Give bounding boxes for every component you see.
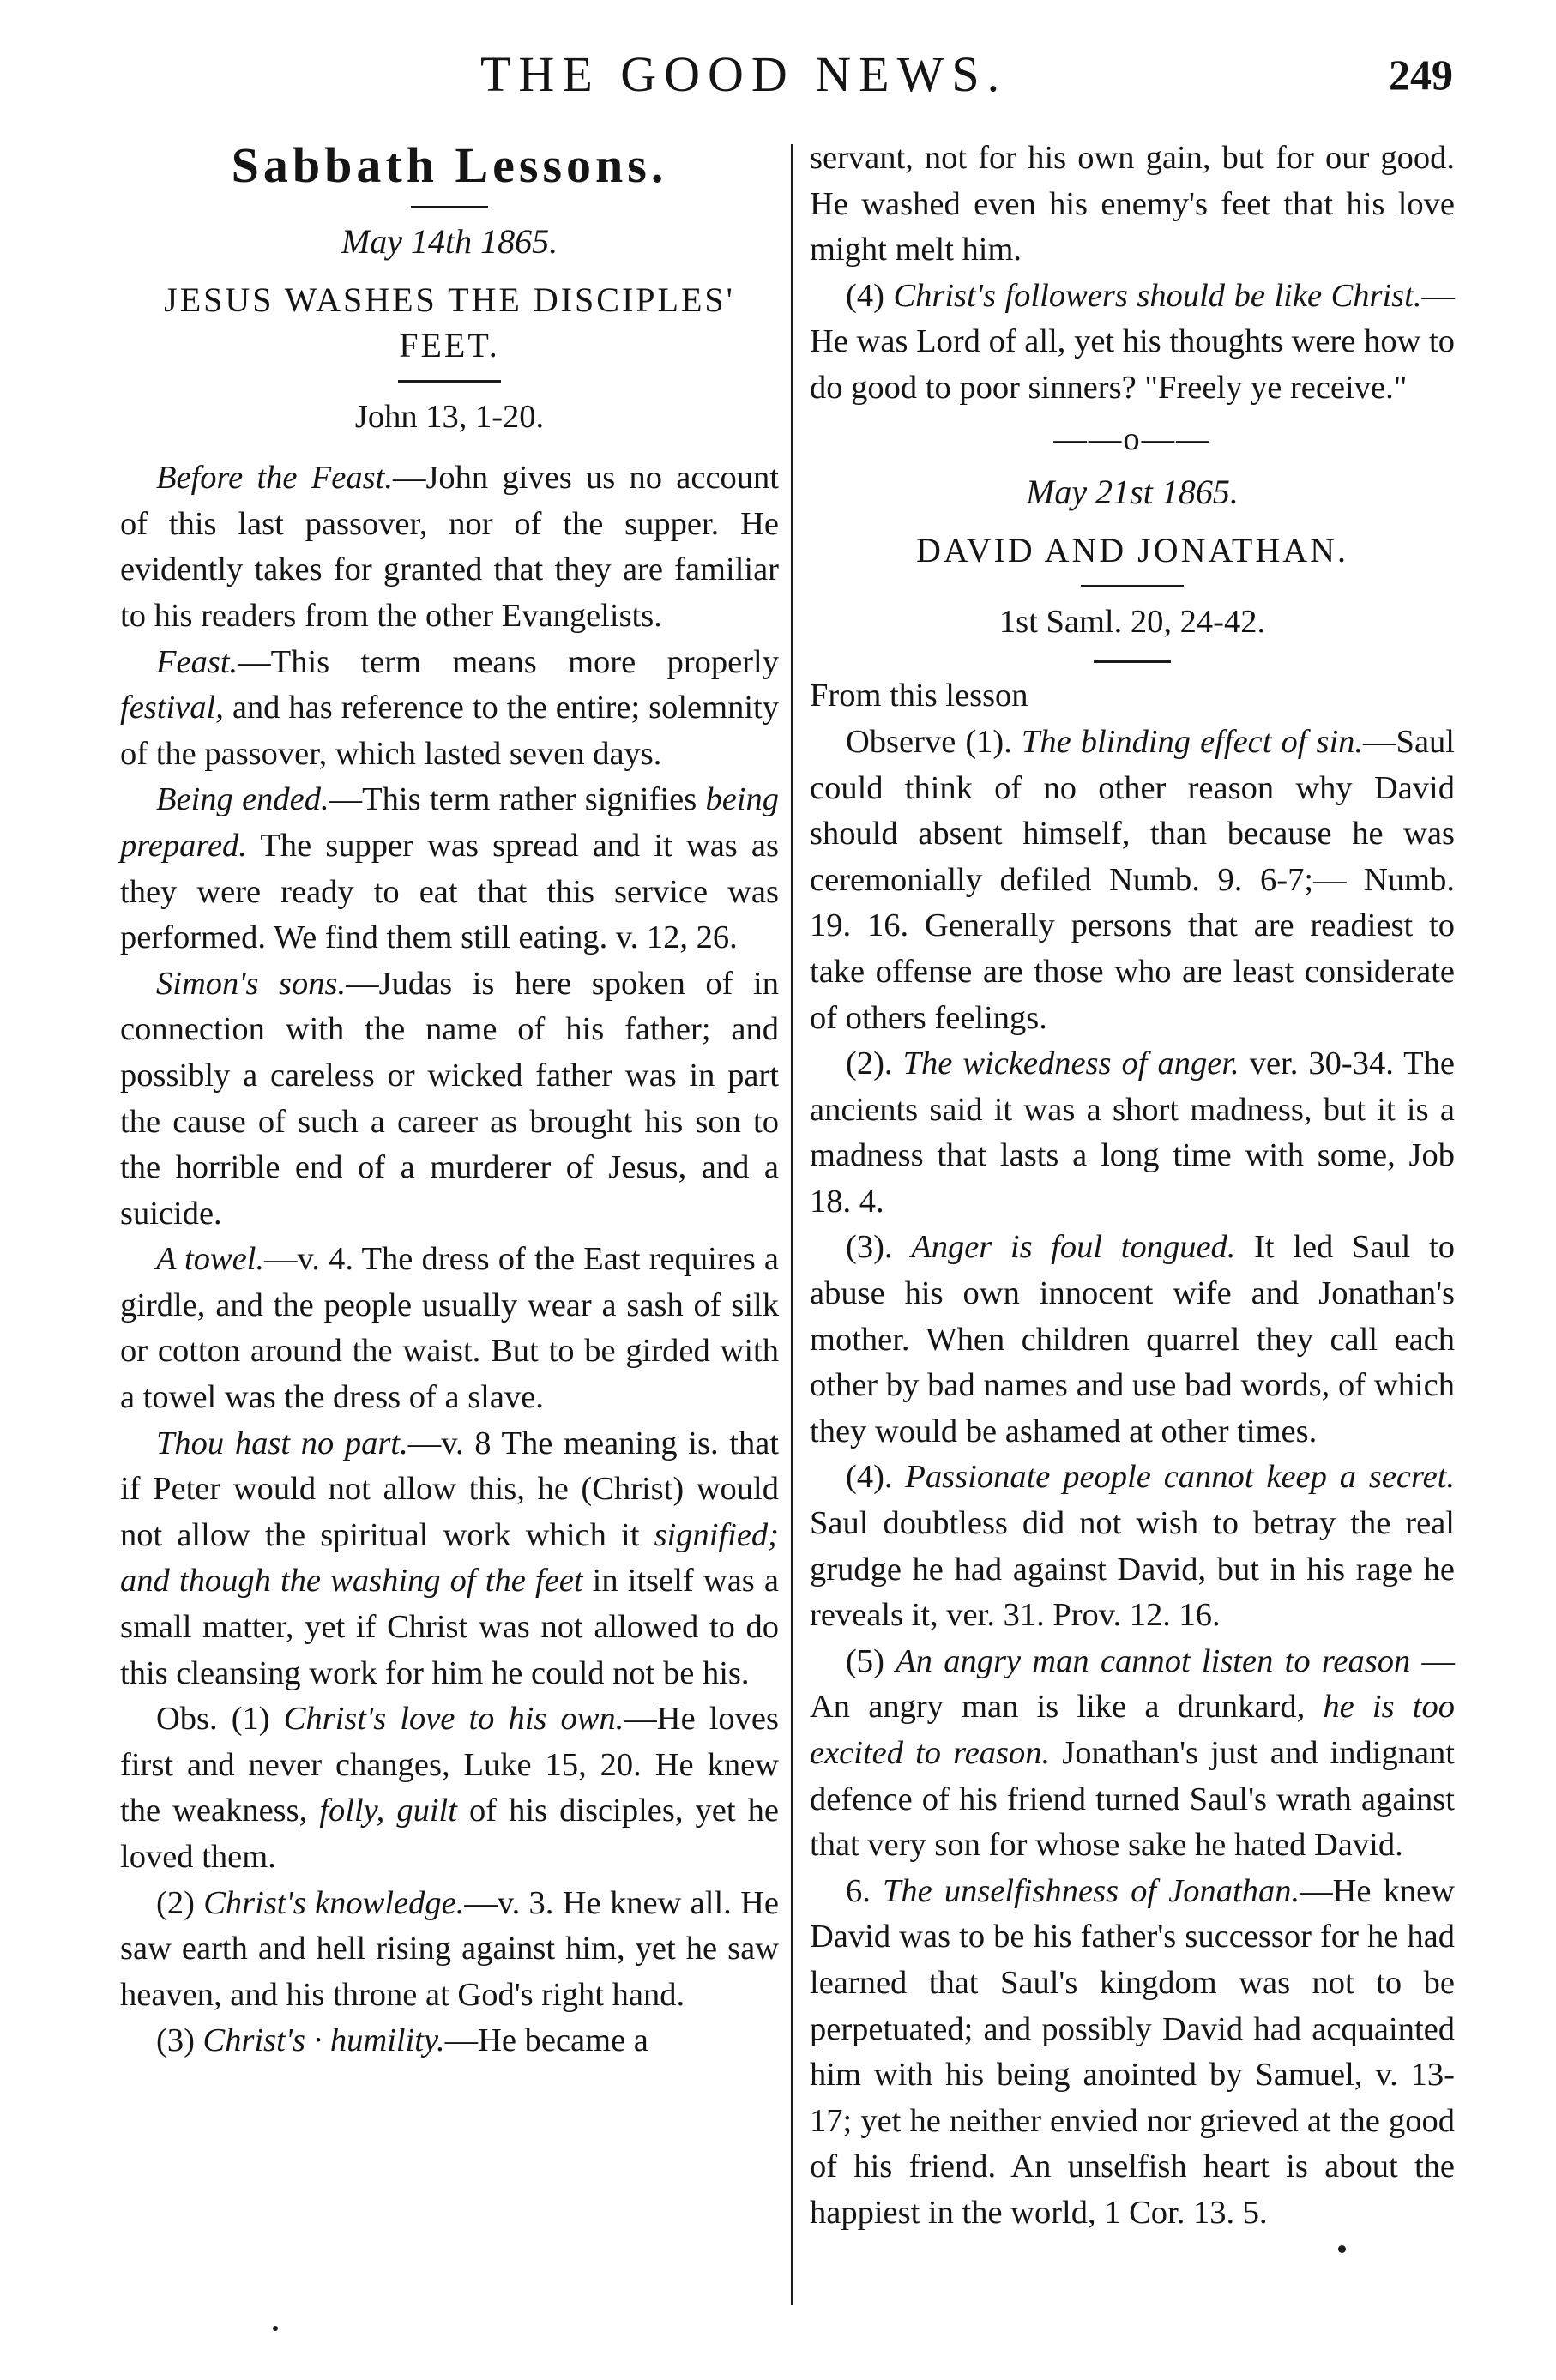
observe-3 bbox=[810, 1225, 1455, 1455]
observation-text: —He knew David was to be his father's successor for he had learned that Saul's kingdom was not to be perpetuated; and possibly David had acquainted him with his being anointed by Samuel, v. 13-17; yet he neither envied nor grieved at the good of his friend. An unselfish heart is about the happiest in the world, 1 Cor. 13. 5. bbox=[810, 1872, 1455, 2231]
observation-text: —He loves first and never changes, Luke 15, 20. He knew the weakness, bbox=[120, 1701, 779, 1829]
observation-text: ver. 30-34. The ancients said it was a short madness, but it is a madness that lasts a long time with some, Job 18. 4. bbox=[810, 1045, 1455, 1220]
right-column bbox=[810, 136, 1455, 2237]
lesson-rule bbox=[398, 380, 501, 383]
observation-text: —An angry man is like a drunkard, bbox=[810, 1642, 1455, 1726]
paragraph-text: The supper was spread and it was as they were ready to eat that this service was performed. We find them still eating. v. 12, 26. bbox=[120, 827, 779, 956]
observation-number: (4) bbox=[846, 277, 894, 314]
observation-lead: The unselfishness of Jonathan. bbox=[882, 1872, 1300, 1909]
observation-number: (4). bbox=[846, 1459, 906, 1496]
paragraph-emphasis: festival, bbox=[120, 690, 224, 726]
observe-2 bbox=[810, 1041, 1455, 1225]
observation-4 bbox=[810, 274, 1455, 412]
observation-lead: The blinding effect of sin. bbox=[1021, 723, 1364, 760]
observation-text: —He was Lord of all, yet his thoughts were how to do good to poor sinners? "Freely ye receive." bbox=[810, 277, 1455, 406]
page-number: 249 bbox=[1389, 51, 1453, 99]
running-title: THE GOOD NEWS. bbox=[480, 46, 1008, 102]
paragraph-emphasis: being prepared. bbox=[120, 781, 780, 864]
paragraph-lead: Feast. bbox=[156, 643, 238, 680]
continued-paragraph: servant, not for his own gain, but for our good. He washed even his enemy's feet that his love might melt him. bbox=[810, 140, 1455, 268]
paragraph-text: and has reference to the entire; solemnity of the passover, which lasted seven days. bbox=[120, 690, 779, 772]
lesson-rule bbox=[1081, 585, 1184, 587]
observation-text: Saul doubtless did not wish to betray the real grudge he had against David, but in his rage he reveals it, ver. 31. Prov. 12. 16. bbox=[810, 1505, 1455, 1634]
observe-6 bbox=[810, 1869, 1455, 2237]
observation-emphasis: he is too excited to reason. bbox=[810, 1689, 1455, 1771]
observation-3 bbox=[120, 2018, 779, 2064]
paragraph-lead: Before the Feast. bbox=[156, 460, 393, 497]
observation-text: —Saul could think of no other reason why David should absent himself, than because he was ceremonially defiled Numb. 9. 6-7;— Numb. 19. 16. Generally persons that are readiest to take offense are those who are least considerate of others feelings. bbox=[810, 723, 1455, 1036]
paragraph-lead: Thou hast no part. bbox=[156, 1425, 408, 1461]
observation-lead: Christ's followers should be like Christ. bbox=[893, 277, 1422, 314]
lesson-date bbox=[120, 219, 779, 265]
lesson-title: DAVID AND JONATHAN. bbox=[915, 530, 1349, 569]
observe-4 bbox=[810, 1455, 1455, 1638]
paragraph-text: —This term rather signifies bbox=[329, 781, 706, 818]
column-rule bbox=[791, 144, 793, 2305]
observation-emphasis: folly, guilt bbox=[319, 1793, 457, 1829]
observation-lead: An angry man cannot listen to reason bbox=[896, 1642, 1411, 1679]
scripture-reference: John 13, 1-20. bbox=[354, 398, 545, 435]
left-column bbox=[120, 136, 779, 2064]
observation-lead: Passionate people cannot keep a secret. bbox=[905, 1459, 1455, 1496]
observation-1 bbox=[120, 1696, 779, 1880]
observation-lead: Christ's · humility. bbox=[202, 2022, 445, 2059]
paragraph-being-ended bbox=[120, 777, 779, 961]
paragraph-simons-sons bbox=[120, 961, 779, 1238]
paragraph-a-towel bbox=[120, 1237, 779, 1420]
observation-2 bbox=[120, 1881, 779, 2019]
title-rule bbox=[411, 206, 488, 208]
observation-lead: Christ's knowledge. bbox=[203, 1884, 465, 1921]
section-title: Sabbath Lessons. bbox=[231, 137, 668, 193]
paragraph-emphasis: signified; and though the washing of the feet bbox=[120, 1516, 779, 1600]
paragraph-before-feast bbox=[120, 455, 779, 639]
observation-number: Observe (1). bbox=[846, 723, 1022, 760]
ink-speck bbox=[273, 2326, 278, 2331]
observation-number: (2). bbox=[846, 1045, 903, 1082]
observation-lead: Christ's love to his own. bbox=[283, 1701, 624, 1738]
paragraph-text: —Judas is here spoken of in connection with the name of his father; and possibly a careless or wicked father was in part the cause of such a career as brought his son to the horrible end of a murderer of Jesus, and a suicide. bbox=[120, 965, 779, 1232]
section-divider: ——o—— bbox=[1053, 420, 1211, 457]
paragraph-text: —v. 4. The dress of the East requires a girdle, and the people usually wear a sash of silk or cotton around the waist. But to be girded with a towel was the dress of a slave. bbox=[120, 1241, 780, 1416]
scripture-reference: 1st Saml. 20, 24-42. bbox=[998, 603, 1266, 640]
paragraph-text: —This term means more properly bbox=[238, 643, 779, 680]
observation-number: 6. bbox=[846, 1872, 883, 1909]
lesson-title: JESUS WASHES THE DISCIPLES' FEET. bbox=[164, 280, 735, 365]
observation-lead: Anger is foul tongued. bbox=[911, 1229, 1236, 1266]
ink-speck bbox=[1338, 2245, 1346, 2253]
observation-text: Jonathan's just and indignant defence of his friend turned Saul's wrath against that very son for whose sake he hated David. bbox=[810, 1735, 1455, 1864]
observation-number: (3). bbox=[846, 1229, 912, 1266]
reference-rule bbox=[1094, 660, 1171, 663]
lesson-date-text: May 14th 1865. bbox=[341, 222, 558, 261]
paragraph-no-part bbox=[120, 1421, 779, 1697]
observe-5 bbox=[810, 1639, 1455, 1869]
observation-number: Obs. (1) bbox=[156, 1701, 284, 1738]
paragraph-lead: Simon's sons. bbox=[156, 965, 347, 1002]
paragraph-lead: Being ended. bbox=[156, 781, 329, 818]
observation-text: —v. 3. He knew all. He saw earth and hell rising against him, yet he saw heaven, and his throne at God's right hand. bbox=[120, 1884, 779, 2013]
lesson-date-text: May 21st 1865. bbox=[1026, 473, 1239, 512]
observation-number: (3) bbox=[156, 2022, 203, 2059]
running-head bbox=[0, 45, 1556, 105]
observation-lead: The wickedness of anger. bbox=[902, 1045, 1239, 1082]
observation-number: (5) bbox=[846, 1642, 896, 1679]
observation-text: It led Saul to abuse his own innocent wife and Jonathan's mother. When children quarrel they call each other by bad names and use bad words, of which they would be ashamed at other times. bbox=[810, 1229, 1455, 1449]
paragraph-text: —v. 8 The meaning is. that if Peter would not allow this, he (Christ) would not allow the spiritual work which it bbox=[120, 1425, 780, 1553]
paragraph-text: —John gives us no account of this last passover, nor of the supper. He evidently takes for granted that they are familiar to his readers from the other Evangelists. bbox=[120, 460, 780, 634]
lesson-date bbox=[810, 469, 1455, 515]
lesson-intro: From this lesson bbox=[810, 678, 1028, 714]
observe-1 bbox=[810, 720, 1455, 1041]
paragraph-text: in itself was a small matter, yet if Christ was not allowed to do this cleansing work for him he could not be his. bbox=[120, 1563, 780, 1691]
paragraph-feast bbox=[120, 640, 779, 778]
observation-text: —He became a bbox=[444, 2022, 648, 2059]
paragraph-lead: A towel. bbox=[156, 1241, 265, 1278]
observation-number: (2) bbox=[156, 1884, 204, 1921]
observation-text: of his disciples, yet he loved them. bbox=[120, 1793, 779, 1875]
